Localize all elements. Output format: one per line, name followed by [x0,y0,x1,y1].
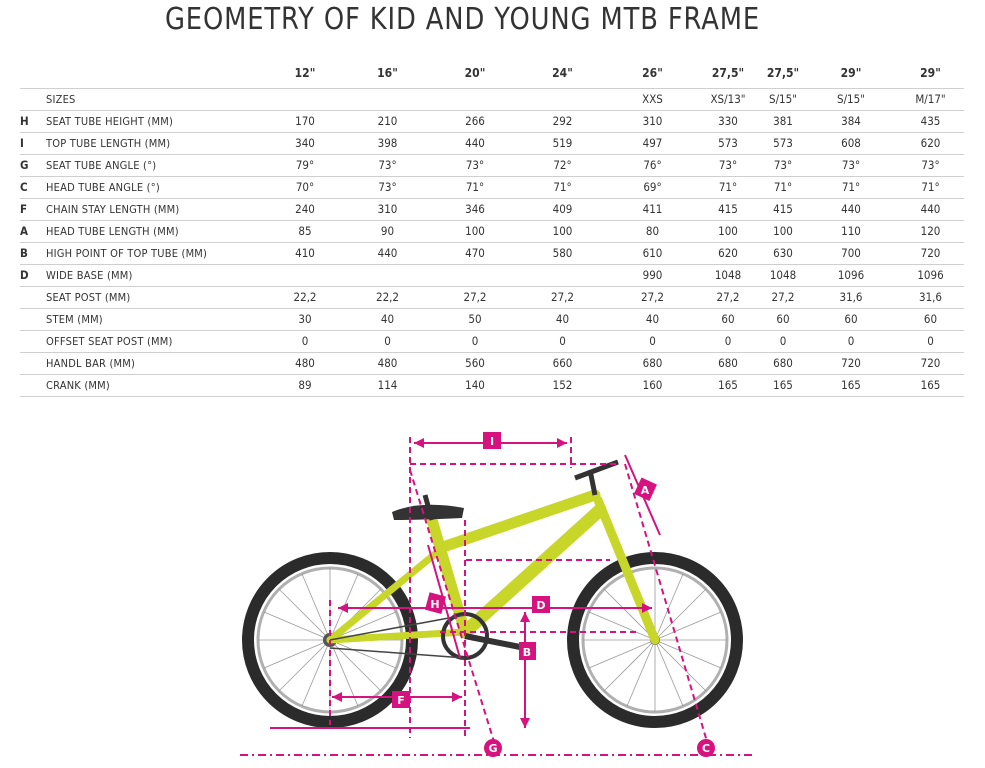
table-row [20,177,964,199]
table-cell [270,265,340,287]
row-name: SEAT TUBE ANGLE (°) [46,155,270,177]
row-name: WIDE BASE (MM) [46,265,270,287]
table-cell: 71° [761,177,805,199]
wheel-size: 16" [340,58,435,89]
table-row [20,155,964,177]
table-cell: 27,2 [435,287,515,309]
table-cell: 72° [515,155,610,177]
row-letter: I [20,133,46,155]
table-cell: 381 [761,111,805,133]
wheel-size: 20" [435,58,515,89]
table-cell: 31,6 [805,287,897,309]
table-cell: 346 [435,199,515,221]
table-cell: 415 [695,199,761,221]
row-letter: F [20,199,46,221]
table-cell: 0 [340,331,435,353]
row-letter [20,375,46,397]
table-cell: 27,2 [761,287,805,309]
table-cell: 340 [270,133,340,155]
table-cell: 165 [761,375,805,397]
row-name: HANDL BAR (MM) [46,353,270,375]
table-cell: 440 [340,243,435,265]
row-name: STEM (MM) [46,309,270,331]
table-cell: 680 [695,353,761,375]
table-cell [340,265,435,287]
table-cell: 100 [435,221,515,243]
table-cell: 40 [610,309,695,331]
table-cell: 165 [805,375,897,397]
table-cell: 0 [435,331,515,353]
row-name: HIGH POINT OF TOP TUBE (MM) [46,243,270,265]
table-cell: 210 [340,111,435,133]
table-cell: 27,2 [515,287,610,309]
table-cell: 80 [610,221,695,243]
table-cell: 165 [897,375,964,397]
wheel-size: 12" [270,58,340,89]
row-name: CHAIN STAY LENGTH (MM) [46,199,270,221]
table-cell: 71° [515,177,610,199]
table-cell: 720 [897,243,964,265]
table-cell: 630 [761,243,805,265]
table-cell: 22,2 [340,287,435,309]
table-cell: 100 [695,221,761,243]
table-cell: 700 [805,243,897,265]
frame-size [340,89,435,111]
sizes-row [20,89,964,111]
row-name: SEAT TUBE HEIGHT (MM) [46,111,270,133]
table-cell: 410 [270,243,340,265]
table-cell: 89 [270,375,340,397]
table-row [20,353,964,375]
bike-geometry-diagram [230,420,760,765]
table-row [20,287,964,309]
frame-size [270,89,340,111]
table-cell: 384 [805,111,897,133]
table-cell: 415 [761,199,805,221]
table-row [20,331,964,353]
table-cell: 497 [610,133,695,155]
table-cell: 573 [695,133,761,155]
table-cell: 470 [435,243,515,265]
table-cell: 60 [897,309,964,331]
wheel-size: 24" [515,58,610,89]
frame-size [515,89,610,111]
table-cell: 560 [435,353,515,375]
table-cell: 27,2 [610,287,695,309]
table-cell: 440 [435,133,515,155]
row-letter: B [20,243,46,265]
table-cell: 60 [695,309,761,331]
table-cell: 71° [695,177,761,199]
table-row [20,375,964,397]
table-cell: 73° [435,155,515,177]
table-cell: 69° [610,177,695,199]
wheel-size: 29" [897,58,964,89]
table-cell: 152 [515,375,610,397]
table-cell: 79° [270,155,340,177]
table-cell: 73° [761,155,805,177]
table-cell: 398 [340,133,435,155]
table-cell: 409 [515,199,610,221]
table-cell: 620 [897,133,964,155]
table-cell: 76° [610,155,695,177]
table-cell: 580 [515,243,610,265]
table-cell: 0 [270,331,340,353]
table-cell: 110 [805,221,897,243]
table-row [20,309,964,331]
table-cell: 71° [805,177,897,199]
table-cell: 100 [515,221,610,243]
table-cell: 100 [761,221,805,243]
label-a: A [640,484,650,497]
table-cell: 240 [270,199,340,221]
table-cell: 71° [897,177,964,199]
wheel-size: 27,5" [695,58,761,89]
table-row [20,221,964,243]
label-g: G [488,742,498,755]
table-row [20,133,964,155]
row-name: CRANK (MM) [46,375,270,397]
label-d: D [536,599,546,612]
table-cell: 0 [610,331,695,353]
table-row [20,111,964,133]
table-cell: 31,6 [897,287,964,309]
label-b: B [522,646,532,659]
row-letter: H [20,111,46,133]
table-cell: 573 [761,133,805,155]
geometry-table [20,58,964,397]
table-cell: 85 [270,221,340,243]
dimension-labels [392,432,715,757]
row-name: HEAD TUBE ANGLE (°) [46,177,270,199]
table-cell: 720 [805,353,897,375]
label-c: C [701,742,711,755]
table-cell: 1096 [805,265,897,287]
table-cell: 27,2 [695,287,761,309]
row-name: SEAT POST (MM) [46,287,270,309]
table-cell: 73° [897,155,964,177]
frame-size: M/17" [897,89,964,111]
table-cell: 73° [805,155,897,177]
table-cell: 0 [695,331,761,353]
table-cell: 440 [897,199,964,221]
table-cell: 160 [610,375,695,397]
label-f: F [397,694,405,707]
table-cell: 60 [761,309,805,331]
table-cell: 720 [897,353,964,375]
table-cell: 660 [515,353,610,375]
table-cell: 519 [515,133,610,155]
table-cell: 310 [610,111,695,133]
table-cell: 114 [340,375,435,397]
table-cell: 0 [761,331,805,353]
wheel-size-header-row [20,58,964,89]
table-cell: 990 [610,265,695,287]
table-cell: 1096 [897,265,964,287]
table-cell: 440 [805,199,897,221]
frame-size: XS/13" [695,89,761,111]
table-cell [435,265,515,287]
row-letter [20,353,46,375]
table-row [20,265,964,287]
table-row [20,243,964,265]
table-cell: 680 [761,353,805,375]
row-letter: D [20,265,46,287]
table-cell: 435 [897,111,964,133]
table-cell: 680 [610,353,695,375]
table-cell: 0 [515,331,610,353]
table-row [20,199,964,221]
table-cell: 73° [340,155,435,177]
table-cell: 30 [270,309,340,331]
table-cell: 266 [435,111,515,133]
row-letter: G [20,155,46,177]
table-cell: 165 [695,375,761,397]
row-name: TOP TUBE LENGTH (MM) [46,133,270,155]
frame-size: S/15" [805,89,897,111]
table-cell: 608 [805,133,897,155]
table-cell: 310 [340,199,435,221]
table-cell [515,265,610,287]
table-cell: 330 [695,111,761,133]
label-h: H [430,598,440,611]
table-cell: 292 [515,111,610,133]
row-name: HEAD TUBE LENGTH (MM) [46,221,270,243]
wheel-size: 27,5" [761,58,805,89]
table-cell: 1048 [761,265,805,287]
table-cell: 620 [695,243,761,265]
row-letter [20,287,46,309]
row-name: OFFSET SEAT POST (MM) [46,331,270,353]
table-cell: 140 [435,375,515,397]
wheel-size: 29" [805,58,897,89]
table-cell: 71° [435,177,515,199]
table-cell: 120 [897,221,964,243]
table-cell: 60 [805,309,897,331]
table-cell: 40 [515,309,610,331]
frame-size [435,89,515,111]
row-letter: C [20,177,46,199]
frame-size: XXS [610,89,695,111]
frame-size: S/15" [761,89,805,111]
table-cell: 170 [270,111,340,133]
wheel-size: 26" [610,58,695,89]
table-cell: 480 [340,353,435,375]
table-cell: 610 [610,243,695,265]
label-i: I [489,435,495,448]
page-title: GEOMETRY OF KID AND YOUNG MTB FRAME [164,2,761,37]
table-cell: 70° [270,177,340,199]
table-cell: 480 [270,353,340,375]
row-letter: A [20,221,46,243]
table-cell: 1048 [695,265,761,287]
table-cell: 0 [805,331,897,353]
table-cell: 73° [340,177,435,199]
table-cell: 411 [610,199,695,221]
row-letter [20,331,46,353]
table-cell: 90 [340,221,435,243]
table-cell: 40 [340,309,435,331]
table-cell: 0 [897,331,964,353]
table-cell: 22,2 [270,287,340,309]
sizes-label: SIZES [46,89,270,111]
row-letter [20,309,46,331]
table-cell: 73° [695,155,761,177]
table-cell: 50 [435,309,515,331]
